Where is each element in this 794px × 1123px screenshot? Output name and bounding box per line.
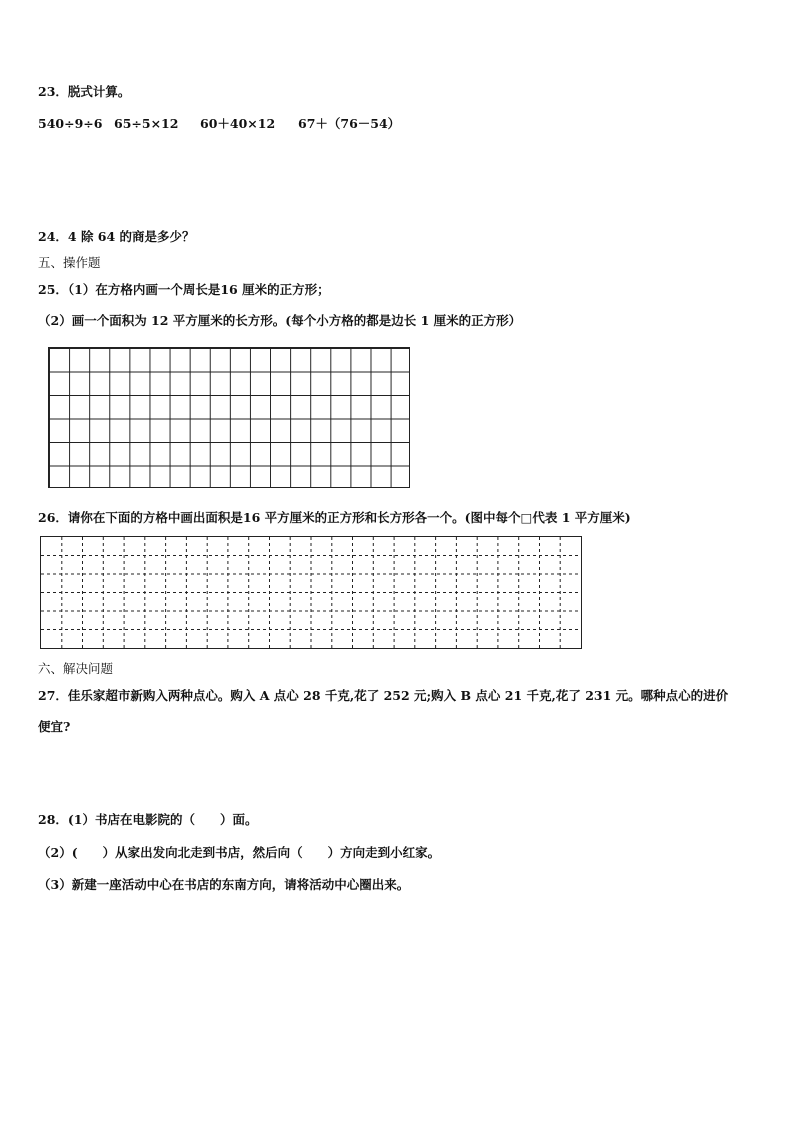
- q25-square-grid[interactable]: [48, 347, 410, 488]
- q28-line3: （3）新建一座活动中心在书店的东南方向，请将活动中心圈出来。: [38, 877, 410, 892]
- q28-line2: （2）( ）从家出发向北走到书店，然后向（ ）方向走到小红家。: [38, 845, 441, 860]
- q27-line2: 便宜?: [38, 719, 71, 734]
- q23-expr-3: 60＋40×12: [200, 116, 276, 131]
- section5-title: 五、操作题: [38, 255, 101, 270]
- q23-expr-1: 540÷9÷6: [38, 116, 103, 131]
- q25-line2: （2）画一个面积为 12 平方厘米的长方形。(每个小方格的都是边长 1 厘米的正方形）: [38, 313, 522, 328]
- q25-line1: 25．（1）在方格内画一个周长是16 厘米的正方形；: [38, 282, 330, 297]
- q23-expr-4: 67＋（76－54）: [298, 116, 401, 131]
- q27-line1: 27．佳乐家超市新购入两种点心。购入 A 点心 28 千克,花了 252 元;购入 B 点心 21 千克,花了 231 元。哪种点心的进价: [38, 688, 729, 703]
- q26-grid-lines: [41, 537, 581, 648]
- q24-text: 24．4 除 64 的商是多少？: [38, 229, 195, 244]
- q23-title: 23．脱式计算。: [38, 84, 131, 99]
- q26-dashed-grid[interactable]: [40, 536, 582, 649]
- q23-expr-2: 65÷5×12: [114, 116, 179, 131]
- q26-text: 26．请你在下面的方格中画出面积是16 平方厘米的正方形和长方形各一个。(图中每个□代表 1 平方厘米): [38, 510, 631, 525]
- q28-line1: 28．(1）书店在电影院的（ ）面。: [38, 812, 258, 827]
- section6-title: 六、解决问题: [38, 661, 114, 676]
